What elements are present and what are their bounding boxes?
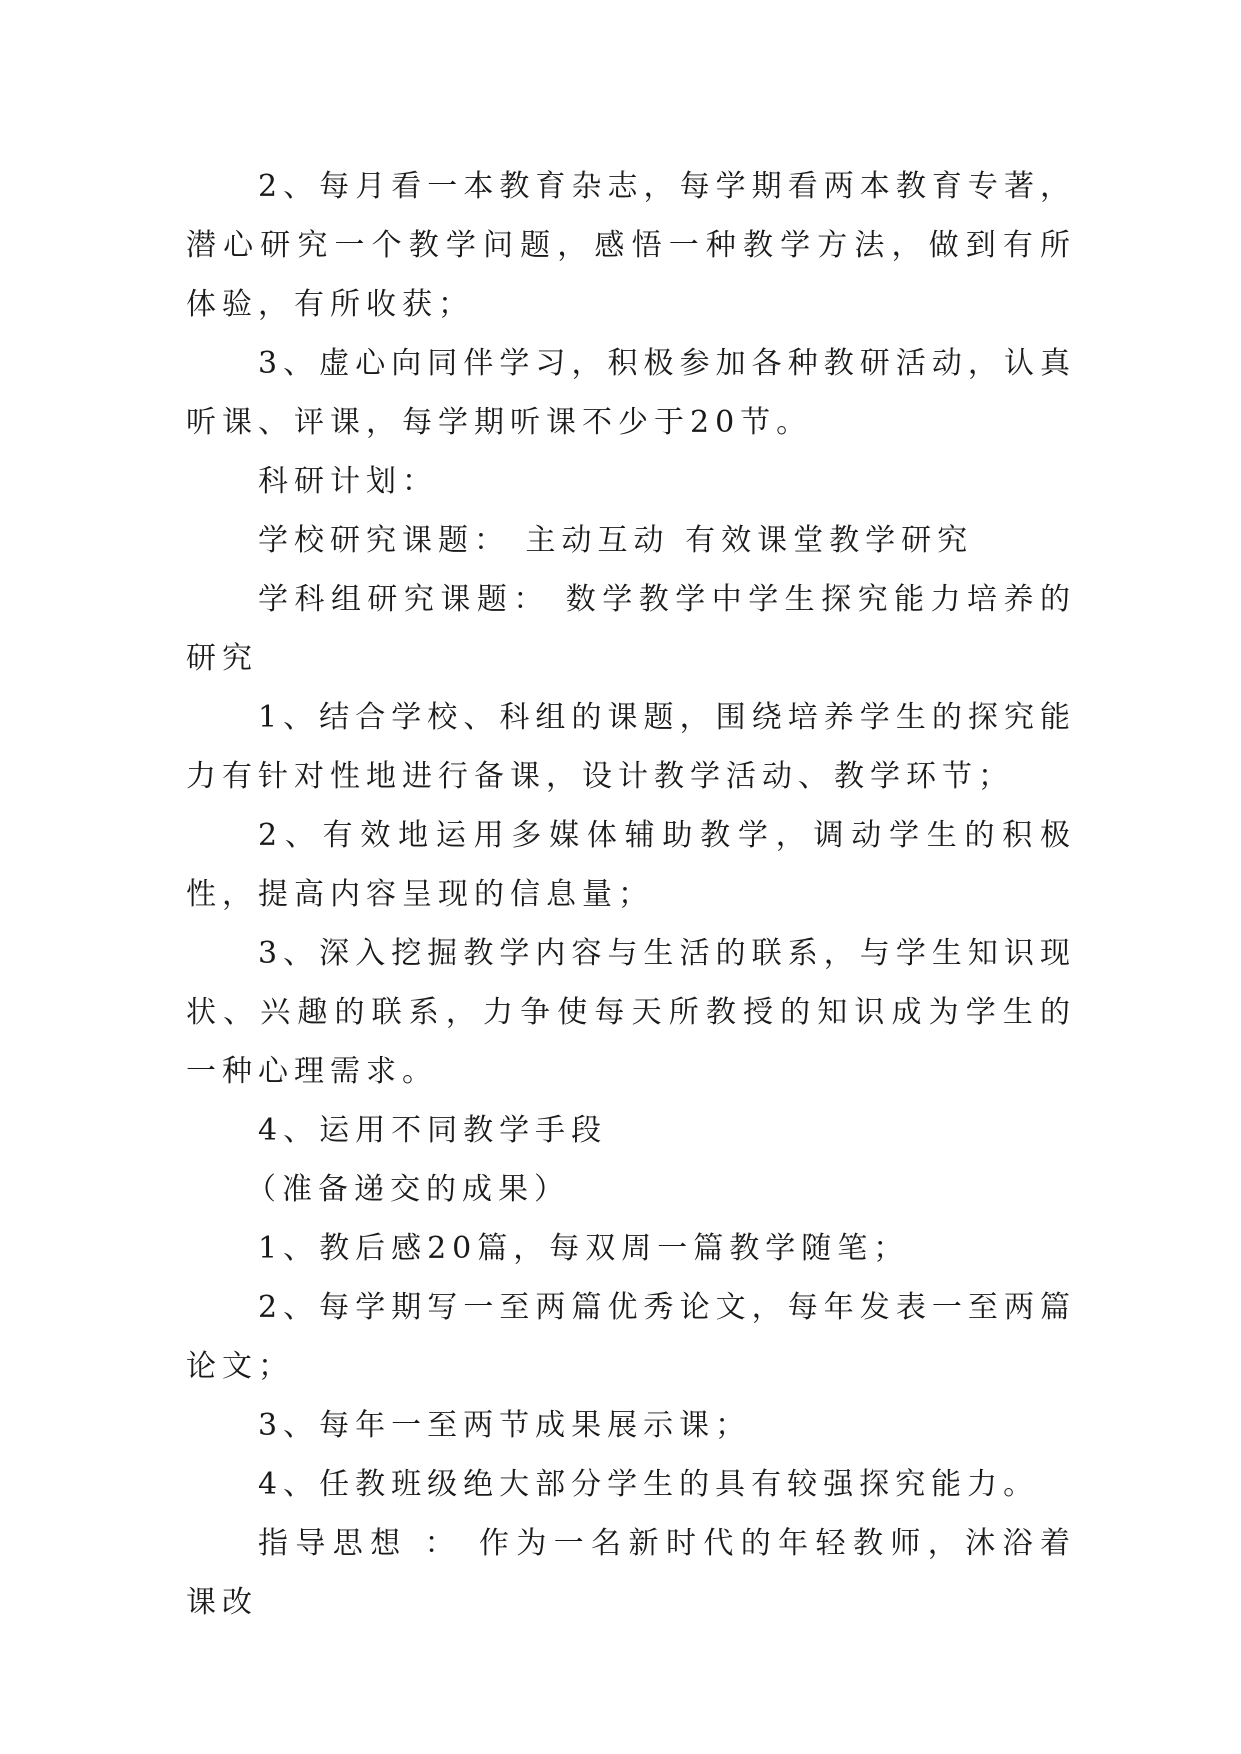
paragraph-reading-plan-2: 2、每月看一本教育杂志，每学期看两本教育专著，潜心研究一个教学问题，感悟一种教学方法，做到有所体验，有所收获；: [186, 169, 1076, 322]
paragraph-research-item-3: 3、深入挖掘教学内容与生活的联系，与学生知识现状、兴趣的联系，力争使每天所教授的知识成为学生的一种心理需求。: [186, 936, 1076, 1089]
paragraph-research-item-4: 4、运用不同教学手段: [258, 1113, 608, 1148]
paragraph-deliverable-1: 1、教后感20篇，每双周一篇教学随笔；: [258, 1231, 910, 1266]
heading-deliverables: （准备递交的成果）: [246, 1172, 570, 1207]
paragraph-guiding-thought: 指导思想 ： 作为一名新时代的年轻教师，沐浴着课改: [186, 1526, 1076, 1620]
paragraph-school-topic: 学校研究课题： 主动互动 有效课堂教学研究: [258, 523, 974, 558]
document-body: [186, 157, 1076, 1632]
paragraph-deliverable-2: 2、每学期写一至两篇优秀论文，每年发表一至两篇论文；: [186, 1290, 1076, 1384]
paragraph-deliverable-4: 4、任教班级绝大部分学生的具有较强探究能力。: [258, 1467, 1040, 1502]
paragraph-subject-topic: 学科组研究课题： 数学教学中学生探究能力培养的研究: [186, 582, 1076, 676]
paragraph-reading-plan-3: 3、虚心向同伴学习，积极参加各种教研活动，认真听课、评课，每学期听课不少于20节。: [186, 346, 1076, 440]
paragraph-research-item-1: 1、结合学校、科组的课题，围绕培养学生的探究能力有针对性地进行备课，设计教学活动、教学环节；: [186, 700, 1076, 794]
paragraph-deliverable-3: 3、每年一至两节成果展示课；: [258, 1408, 752, 1443]
paragraph-research-item-2: 2、有效地运用多媒体辅助教学，调动学生的积极性，提高内容呈现的信息量；: [186, 818, 1076, 912]
heading-research-plan: 科研计划：: [258, 464, 438, 499]
